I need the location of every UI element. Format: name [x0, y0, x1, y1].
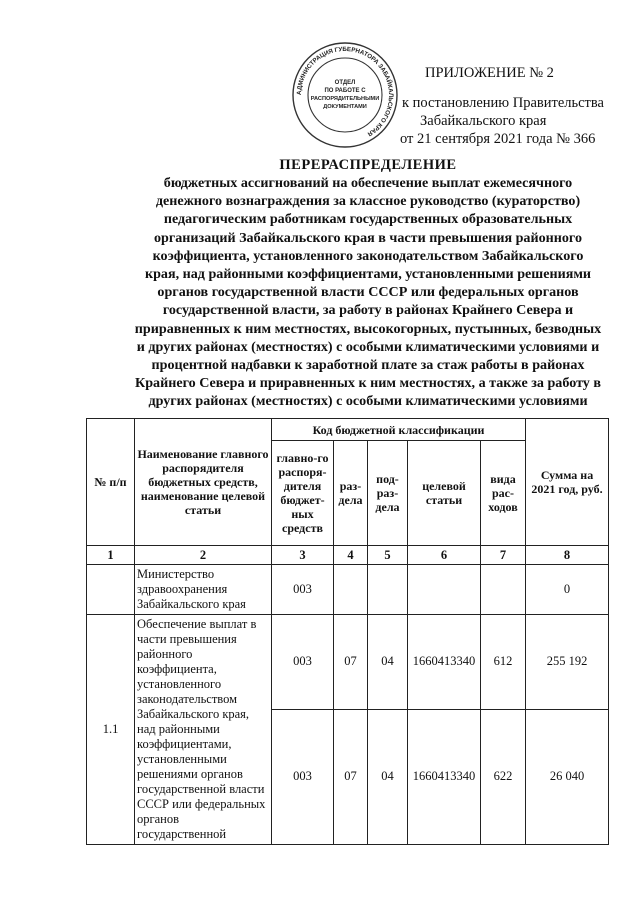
- subtitle-line: коэффициента, установленного законодательством Забайкальского: [152, 247, 584, 264]
- subtitle-line: процентной надбавки к заработной плате за стаж работы в районах: [151, 357, 585, 374]
- subtitle-line: педагогическим работникам государственных образовательных: [163, 211, 573, 228]
- stamp-line: ПО РАБОТЕ С: [324, 88, 366, 94]
- header-target: целевой статьи: [408, 441, 481, 546]
- ministry-sum: 0: [526, 565, 609, 615]
- ministry-chief-code: 003: [272, 565, 334, 615]
- empty-cell: [334, 565, 368, 615]
- column-number: 1: [87, 546, 135, 565]
- header-section: раз-дела: [334, 441, 368, 546]
- stamp-line: ДОКУМЕНТАМИ: [323, 104, 367, 110]
- item-section: 07: [334, 709, 368, 844]
- appendix-line: Забайкальского края: [420, 113, 547, 129]
- column-number: 3: [272, 546, 334, 565]
- appendix-line: от 21 сентября 2021 года № 366: [400, 131, 596, 147]
- item-index: 1.1: [87, 615, 135, 845]
- column-number: 4: [334, 546, 368, 565]
- header-num: № п/п: [87, 419, 135, 546]
- subtitle-line: государственной власти, за работу в районах Крайнего Севера и: [162, 302, 574, 319]
- stamp-line: РАСПОРЯДИТЕЛЬНЫМИ: [310, 96, 380, 102]
- item-subsection: 04: [368, 615, 408, 710]
- appendix-title: ПРИЛОЖЕНИЕ № 2: [425, 65, 554, 81]
- ministry-name: Министерство здравоохранения Забайкальского края: [135, 565, 272, 615]
- empty-cell: [481, 565, 526, 615]
- subtitle-line: Крайнего Севера и приравненных к ним местностях, а также за работу в: [134, 375, 601, 392]
- column-numbers-row: [87, 546, 609, 565]
- document-title: ПЕРЕРАСПРЕДЕЛЕНИЕ: [279, 157, 457, 173]
- subtitle-line: органов государственной власти СССР или федеральных органов: [157, 284, 579, 301]
- official-stamp: [290, 40, 400, 150]
- subtitle-line: организаций Забайкальского края в части превышения районного: [153, 229, 583, 246]
- header-code-group: Код бюджетной классификации: [272, 419, 526, 441]
- header-subsection: под-раз-дела: [368, 441, 408, 546]
- item-sum: 26 040: [526, 709, 609, 844]
- document-subtitle: [118, 174, 618, 411]
- subtitle-line: бюджетных ассигнований на обеспечение выплат ежемесячного: [163, 175, 573, 191]
- subtitle-line: приравненных к ним местностях, высокогорных, пустынных, безводных: [134, 320, 602, 337]
- table-header-row: [87, 419, 609, 441]
- item-name: Обеспечение выплат в части превышения районного коэффициента, установленного законодательством Забайкальского края, над районными коэффициентами, установленными решениями органов государственной власти СССР или федеральных органов государственной: [135, 615, 272, 845]
- stamp-ring-text: АДМИНИСТРАЦИЯ ГУБЕРНАТОРА ЗАБАЙКАЛЬСКОГО КРАЯ: [295, 45, 395, 138]
- budget-table: [86, 418, 609, 845]
- item-target: 1660413340: [408, 615, 481, 710]
- subtitle-line: и других районах (местностях) с особыми климатическими условиями и: [136, 338, 600, 355]
- column-number: 8: [526, 546, 609, 565]
- item-expense-type: 622: [481, 709, 526, 844]
- item-section: 07: [334, 615, 368, 710]
- appendix-line: к постановлению Правительства: [402, 95, 604, 111]
- column-number: 5: [368, 546, 408, 565]
- subtitle-line: других районах (местностях) с особыми климатическими условиями: [148, 393, 588, 410]
- header-name: Наименование главного распорядителя бюджетных средств, наименование целевой статьи: [135, 419, 272, 546]
- column-number: 7: [481, 546, 526, 565]
- item-chief-code: 003: [272, 709, 334, 844]
- table-row: [87, 565, 609, 615]
- header-chief: главно-го распоря-дителя бюджет-ных средств: [272, 441, 334, 546]
- item-sum: 255 192: [526, 615, 609, 710]
- empty-cell: [408, 565, 481, 615]
- item-chief-code: 003: [272, 615, 334, 710]
- ministry-index-cell: [87, 565, 135, 615]
- subtitle-line: денежного вознаграждения за классное руководство (кураторство): [155, 193, 581, 210]
- item-subsection: 04: [368, 709, 408, 844]
- item-target: 1660413340: [408, 709, 481, 844]
- subtitle-line: края, над районными коэффициентами, установленными решениями: [144, 266, 592, 283]
- stamp-line: ОТДЕЛ: [334, 80, 356, 86]
- column-number: 6: [408, 546, 481, 565]
- item-expense-type: 612: [481, 615, 526, 710]
- header-sum: Сумма на 2021 год, руб.: [526, 419, 609, 546]
- column-number: 2: [135, 546, 272, 565]
- table-row: [87, 615, 609, 710]
- header-expense-type: вида рас-ходов: [481, 441, 526, 546]
- empty-cell: [368, 565, 408, 615]
